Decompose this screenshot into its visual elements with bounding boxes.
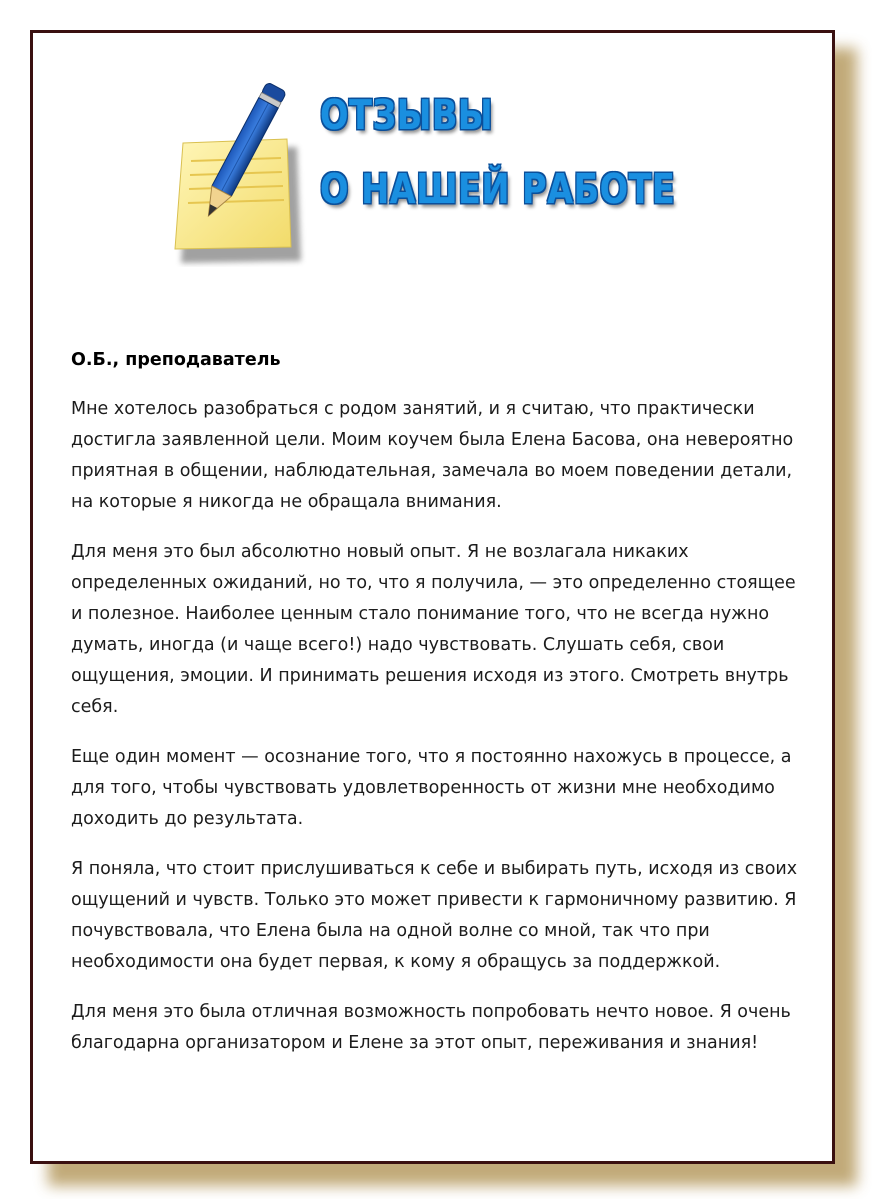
review-content <box>71 345 801 1078</box>
pencil-notepad-icon <box>165 77 315 267</box>
title-line-2: О НАШЕЙ РАБОТЕ <box>320 165 676 213</box>
review-paragraph-4: Я поняла, что стоит прислушиваться к себе и выбирать путь, исходя из своих ощущений и чувств. Только это может привести к гармоничному развитию. Я почувствовала, что Елена была на одной волне со мной, так что при необходимости она будет первая, к кому я обращусь за поддержкой. <box>71 859 798 972</box>
review-paragraph-3: Еще один момент — осознание того, что я постоянно нахожусь в процессе, а для того, чтобы чувствовать удовлетворенность от жизни мне необходимо доходить до результата. <box>71 747 792 829</box>
header <box>165 77 705 267</box>
title-line-1: ОТЗЫВЫ <box>320 91 494 139</box>
review-paragraph-5: Для меня это была отличная возможность попробовать нечто новое. Я очень благодарна организатором и Елене за этот опыт, переживания и знания! <box>71 1002 791 1053</box>
review-page <box>30 30 835 1164</box>
review-author: О.Б., преподаватель <box>71 350 281 370</box>
review-paragraph-1: Мне хотелось разобраться с родом занятий, и я считаю, что практически достигла заявленной цели. Моим коучем была Елена Басова, она невероятно приятная в общении, наблюдательная, замечала во моем поведении детали, на которые я никогда не обращала внимания. <box>71 399 794 512</box>
review-paragraph-2: Для меня это был абсолютно новый опыт. Я не возлагала никаких определенных ожиданий, но то, что я получила, — это определенно стоящее и полезное. Наиболее ценным стало понимание того, что не всегда нужно думать, иногда (и чаще всего!) надо чувствовать. Слушать себя, свои ощущения, эмоции. И принимать решения исходя из этого. Смотреть внутрь себя. <box>71 542 796 717</box>
